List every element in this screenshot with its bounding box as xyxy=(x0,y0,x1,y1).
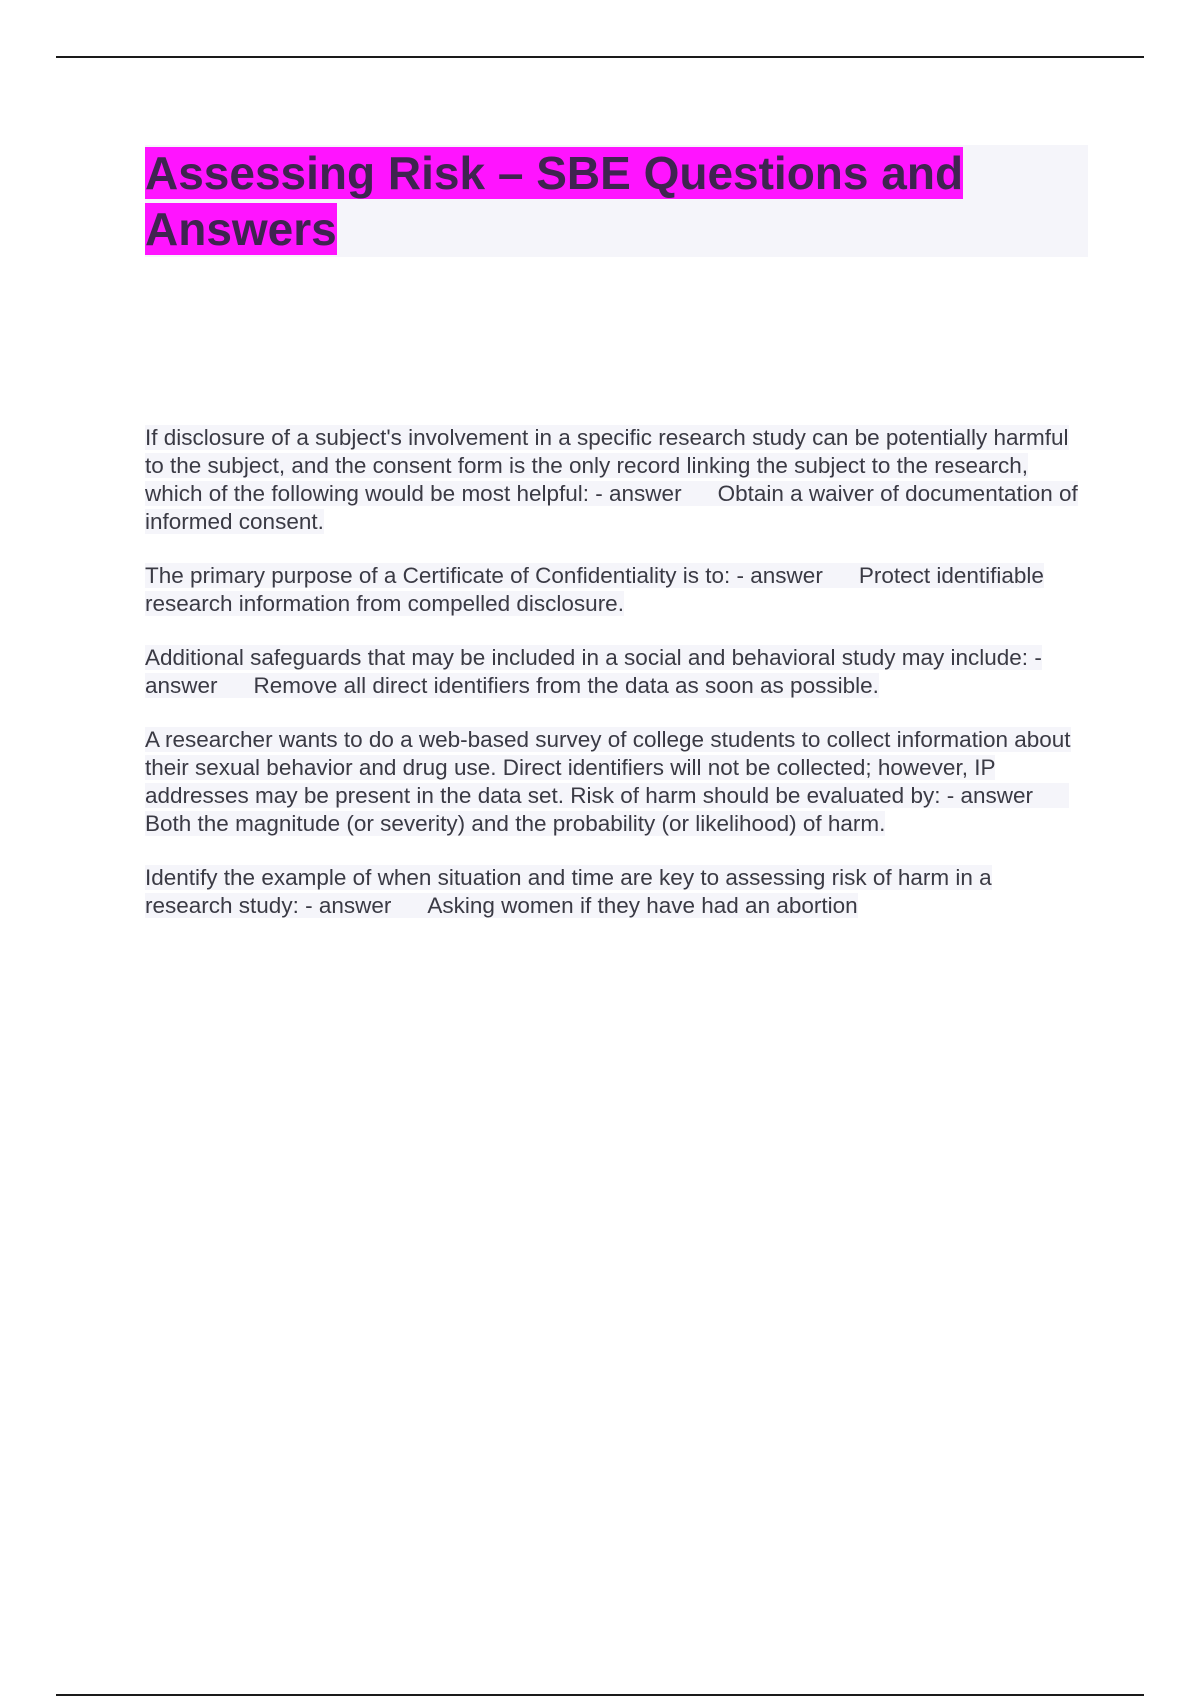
answer-marker: - answer xyxy=(946,783,1034,808)
answer-text: Remove all direct identifiers from the data as soon as possible. xyxy=(253,673,879,698)
title-block xyxy=(145,145,1088,257)
bottom-rule xyxy=(56,1694,1144,1696)
answer-marker: - answer xyxy=(595,481,682,506)
answer-text: Obtain a waiver of documentation of informed consent. xyxy=(145,481,1078,534)
answer-text: Protect identifiable research information from compelled disclosure. xyxy=(145,563,1044,616)
qa-item xyxy=(145,562,1085,618)
answer-marker: - answer xyxy=(305,893,392,918)
title-highlight: Assessing Risk – SBE Questions and Answers xyxy=(145,147,964,255)
question-text: If disclosure of a subject's involvement in a specific research study can be potentially harmful to the subject, and the consent form is the only record linking the subject to the research, which of the following would be most helpful: xyxy=(145,425,1069,506)
answer-text: Both the magnitude (or severity) and the probability (or likelihood) of harm. xyxy=(145,811,886,836)
question-text: Additional safeguards that may be included in a social and behavioral study may include: xyxy=(145,645,1029,670)
question-text: A researcher wants to do a web-based survey of college students to collect information about their sexual behavior and drug use. Direct identifiers will not be collected; however, IP addresses may be present in the data set. Risk of harm should be evaluated by: xyxy=(145,727,1071,808)
answer-text: Asking women if they have had an abortion xyxy=(427,893,858,918)
qa-item xyxy=(145,864,1085,920)
qa-item xyxy=(145,424,1085,536)
qa-list xyxy=(145,424,1085,946)
question-text: Identify the example of when situation and time are key to assessing risk of harm in a research study: xyxy=(145,865,992,918)
top-rule xyxy=(56,56,1144,58)
document-title xyxy=(145,145,1088,257)
answer-marker: - answer xyxy=(736,563,823,588)
qa-item xyxy=(145,644,1085,700)
answer-marker: - answer xyxy=(145,645,1042,698)
question-text: The primary purpose of a Certificate of Confidentiality is to: xyxy=(145,563,731,588)
qa-item xyxy=(145,726,1085,838)
